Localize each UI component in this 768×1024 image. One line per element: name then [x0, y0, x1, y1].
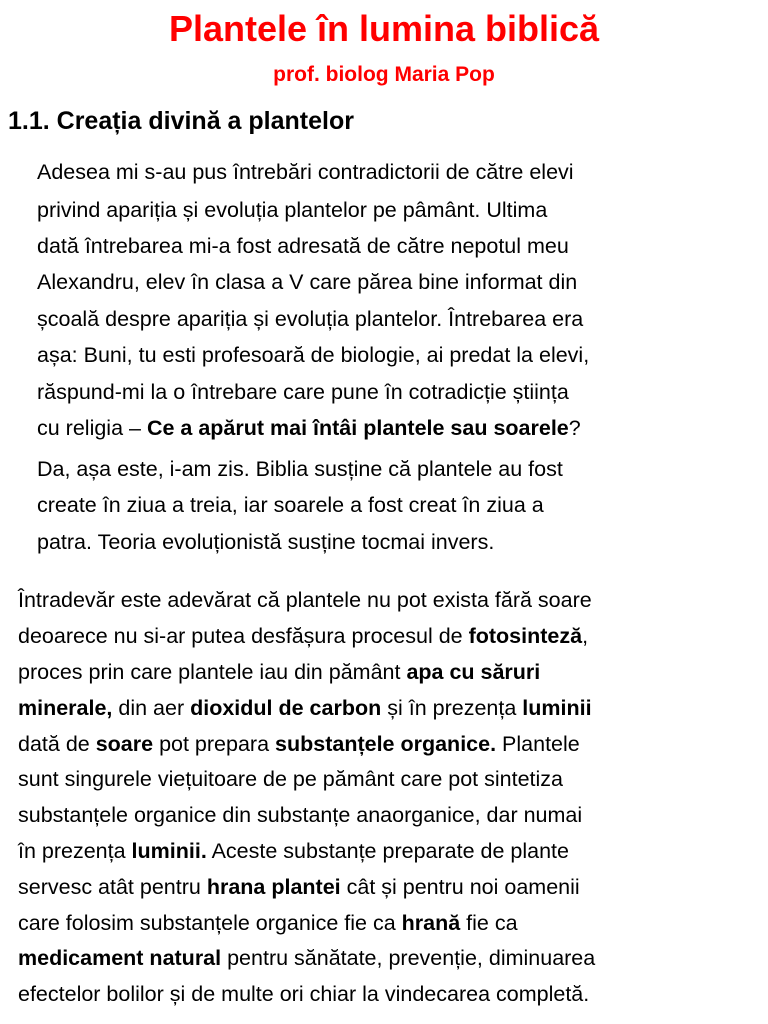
text-run: privind apariția și evoluția plantelor pe pâmânt. Ultima: [37, 198, 548, 222]
paragraph-1-line: [37, 525, 494, 559]
bold-text-run: dioxidul de carbon: [190, 696, 382, 720]
text-run: dată întrebarea mi-a fost adresată de către nepotul meu: [37, 234, 569, 258]
paragraph-1-line: [37, 411, 581, 445]
bold-text-run: medicament natural: [18, 946, 222, 970]
page-title: Plantele în lumina biblică: [168, 8, 600, 49]
paragraph-1-line: [37, 302, 583, 336]
paragraph-2-line: [18, 941, 595, 975]
section-heading: 1.1. Creația divină a plantelor: [8, 107, 354, 135]
bold-text-run: luminii: [522, 696, 592, 720]
paragraph-2-line: [18, 906, 518, 940]
paragraph-2-line: [18, 798, 582, 832]
paragraph-1-line: [37, 265, 577, 299]
paragraph-2-line: [18, 583, 592, 617]
bold-text-run: hrană: [401, 911, 461, 935]
text-run: sunt singurele viețuitoare de pe pământ care pot sintetiza: [18, 767, 563, 791]
paragraph-2-line: [18, 691, 592, 725]
paragraph-2-line: [18, 619, 588, 653]
text-run: cu religia –: [37, 416, 147, 440]
paragraph-1-line: [37, 193, 547, 227]
text-run: Aceste substanțe preparate de plante: [206, 839, 569, 863]
paragraph-1-line: [37, 452, 563, 486]
text-run: substanțele organice din substanțe anaorganice, dar numai: [18, 803, 583, 827]
text-run: Da, așa este, i-am zis. Biblia susține că plantele au fost: [37, 457, 563, 481]
text-run: Întradevăr este adevărat că plantele nu pot exista fără soare: [18, 588, 592, 612]
text-run: Alexandru, elev în clasa a V care părea bine informat din: [37, 270, 578, 294]
bold-text-run: luminii.: [131, 839, 207, 863]
bold-text-run: soare: [95, 732, 154, 756]
text-run: Plantele: [496, 732, 580, 756]
text-run: pentru sănătate, prevenție, diminuarea: [221, 946, 596, 970]
bold-text-run: apa cu săruri: [406, 660, 541, 684]
bold-text-run: hrana plantei: [206, 875, 341, 899]
text-run: pot prepara: [153, 732, 276, 756]
paragraph-1-line: [37, 375, 569, 409]
text-run: Adesea mi s-au pus întrebări contradictorii de către elevi: [37, 160, 574, 184]
text-run: patra. Teoria evoluționistă susține tocmai invers.: [37, 530, 495, 554]
paragraph-2-line: [18, 834, 569, 868]
text-run: ,: [582, 624, 589, 648]
paragraph-2-line: [18, 977, 589, 1011]
paragraph-1-line: [37, 338, 589, 372]
text-run: dată de: [18, 732, 96, 756]
text-run: școală despre apariția și evoluția plantelor. Întrebarea era: [37, 307, 584, 331]
author-line: prof. biolog Maria Pop: [273, 63, 495, 86]
paragraph-2-line: [18, 870, 580, 904]
text-run: proces prin care plantele iau din pământ: [18, 660, 407, 684]
bold-text-run: substanțele organice.: [275, 732, 497, 756]
text-run: și în prezența: [381, 696, 523, 720]
text-run: servesc atât pentru: [18, 875, 207, 899]
text-run: cât și pentru noi oamenii: [340, 875, 580, 899]
paragraph-1-line: [37, 155, 574, 189]
text-run: ?: [568, 416, 581, 440]
paragraph-2-line: [18, 762, 563, 796]
text-run: create în ziua a treia, iar soarele a fost creat în ziua a: [37, 493, 544, 517]
text-run: din aer: [112, 696, 191, 720]
text-run: așa: Buni, tu esti profesoară de biologie, ai predat la elevi,: [37, 343, 590, 367]
text-run: efectelor bolilor și de multe ori chiar la vindecarea completă.: [18, 982, 590, 1006]
text-run: în prezența: [18, 839, 132, 863]
text-run: care folosim substanțele organice fie ca: [18, 911, 402, 935]
paragraph-1-line: [37, 488, 544, 522]
paragraph-1-line: [37, 229, 569, 263]
text-run: deoarece nu si-ar putea desfășura procesul de: [18, 624, 469, 648]
text-run: fie ca: [460, 911, 518, 935]
bold-text-run: minerale,: [18, 696, 113, 720]
paragraph-2-line: [18, 655, 540, 689]
text-run: răspund-mi la o întrebare care pune în cotradicție știința: [37, 380, 569, 404]
bold-text-run: fotosinteză: [468, 624, 583, 648]
paragraph-2-line: [18, 727, 580, 761]
bold-text-run: Ce a apărut mai întâi plantele sau soarele: [146, 416, 569, 440]
